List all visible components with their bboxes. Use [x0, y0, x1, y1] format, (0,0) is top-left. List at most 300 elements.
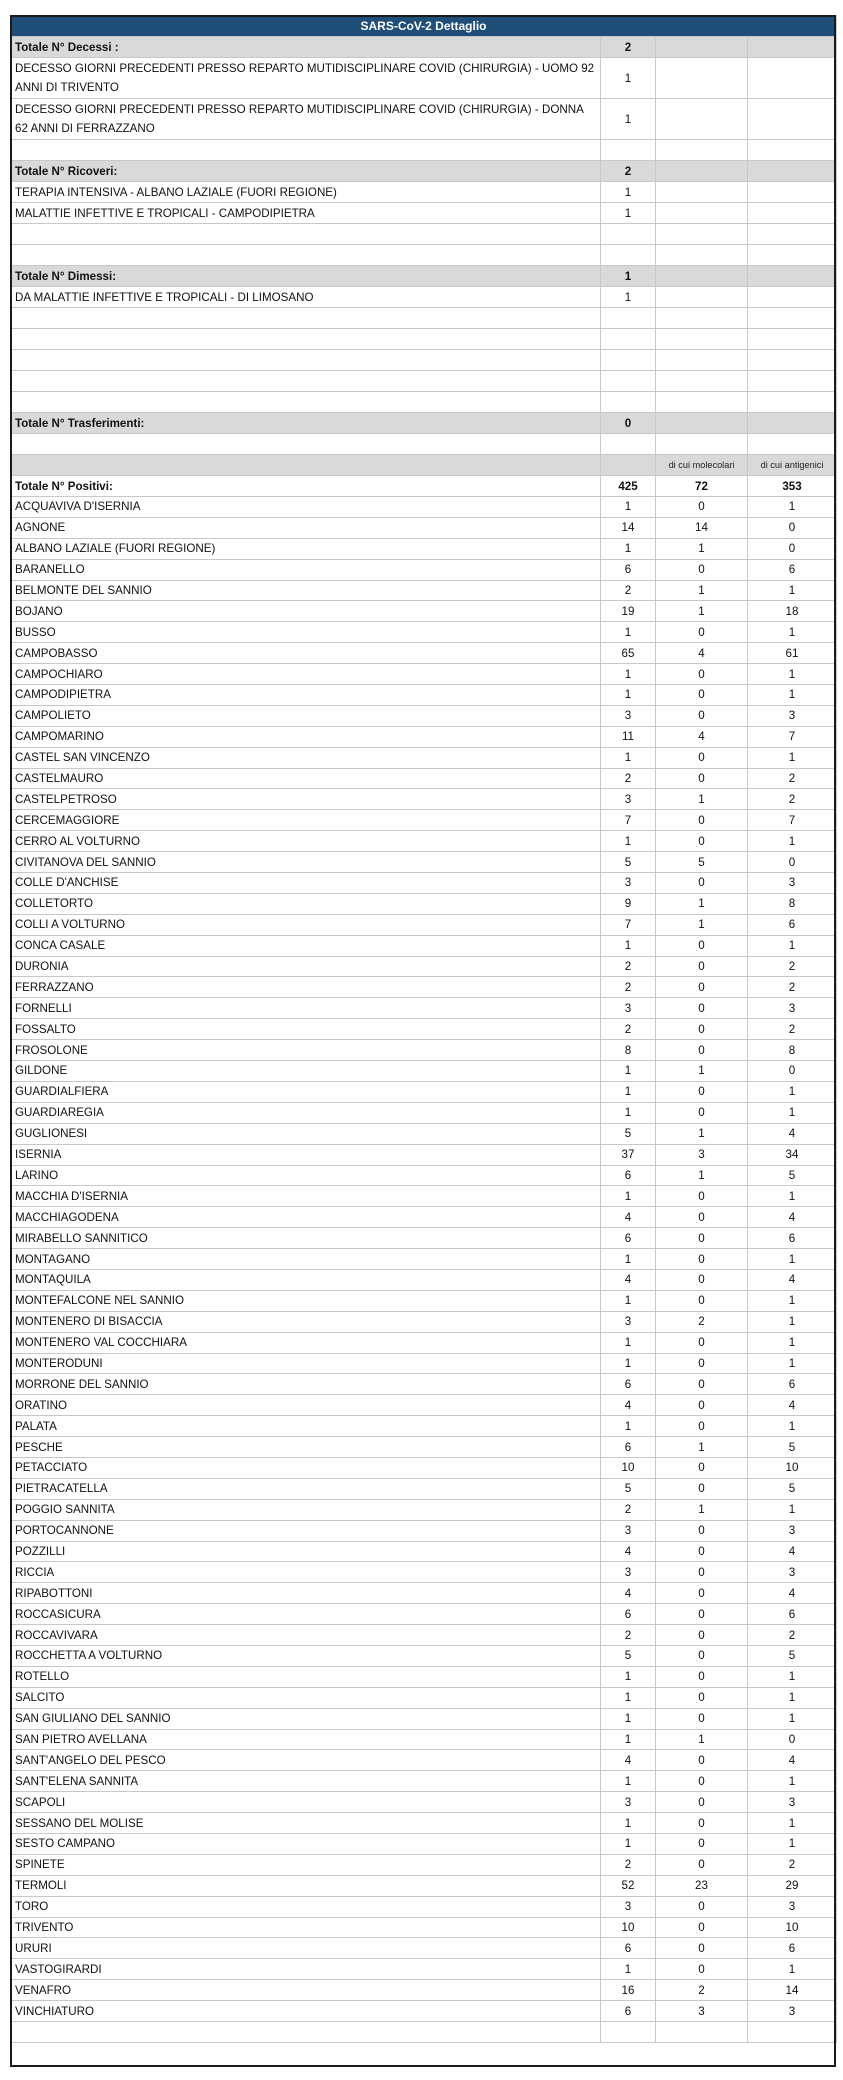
empty-cell: [601, 2022, 656, 2043]
decessi-item-row: [11, 99, 837, 140]
trasferimenti-total-row: [11, 413, 837, 434]
municipality-name: FERRAZZANO: [11, 977, 601, 998]
municipality-antigenici: 18: [748, 601, 837, 622]
municipality-row: [11, 1395, 837, 1416]
municipality-row: [11, 956, 837, 977]
municipality-total: 4: [601, 1750, 656, 1771]
empty-cell: [11, 224, 601, 245]
municipality-total: 3: [601, 1311, 656, 1332]
empty-cell: [748, 413, 837, 434]
municipality-total: 1: [601, 1771, 656, 1792]
municipality-antigenici: 3: [748, 1896, 837, 1917]
empty-cell: [656, 371, 748, 392]
empty-cell: [748, 2022, 837, 2043]
municipality-antigenici: 3: [748, 873, 837, 894]
blank-row: [11, 224, 837, 245]
municipality-name: TERMOLI: [11, 1875, 601, 1896]
municipality-name: ROTELLO: [11, 1666, 601, 1687]
municipality-molecolari: 0: [656, 1813, 748, 1834]
municipality-total: 1: [601, 1834, 656, 1855]
municipality-molecolari: 3: [656, 1144, 748, 1165]
empty-cell: [11, 140, 601, 161]
municipality-antigenici: 0: [748, 517, 837, 538]
municipality-antigenici: 4: [748, 1395, 837, 1416]
municipality-molecolari: 0: [656, 956, 748, 977]
municipality-row: [11, 831, 837, 852]
municipality-total: 14: [601, 517, 656, 538]
municipality-total: 1: [601, 1290, 656, 1311]
municipality-molecolari: 0: [656, 810, 748, 831]
blank-row: [11, 371, 837, 392]
municipality-row: [11, 1854, 837, 1875]
municipality-row: [11, 1980, 837, 2001]
empty-cell: [11, 308, 601, 329]
blank-row: [11, 434, 837, 455]
municipality-name: ALBANO LAZIALE (FUORI REGIONE): [11, 538, 601, 559]
blank-row: [11, 2022, 837, 2043]
municipality-name: SAN PIETRO AVELLANA: [11, 1729, 601, 1750]
municipality-name: RICCIA: [11, 1562, 601, 1583]
municipality-total: 1: [601, 538, 656, 559]
municipality-antigenici: 4: [748, 1207, 837, 1228]
empty-cell: [656, 413, 748, 434]
trasferimenti-total-value: 0: [601, 413, 656, 434]
municipality-row: [11, 1416, 837, 1437]
municipality-molecolari: 0: [656, 622, 748, 643]
municipality-row: [11, 1687, 837, 1708]
municipality-row: [11, 538, 837, 559]
ricoveri-total-value: 2: [601, 161, 656, 182]
municipality-row: [11, 810, 837, 831]
municipality-antigenici: 2: [748, 1625, 837, 1646]
municipality-antigenici: 3: [748, 1792, 837, 1813]
municipality-row: [11, 622, 837, 643]
municipality-row: [11, 1144, 837, 1165]
municipality-antigenici: 14: [748, 1980, 837, 2001]
municipality-molecolari: 0: [656, 1792, 748, 1813]
municipality-row: [11, 747, 837, 768]
empty-cell: [601, 434, 656, 455]
municipality-molecolari: 0: [656, 559, 748, 580]
empty-cell: [748, 203, 837, 224]
municipality-name: ISERNIA: [11, 1144, 601, 1165]
municipality-name: BARANELLO: [11, 559, 601, 580]
municipality-antigenici: 1: [748, 1499, 837, 1520]
municipality-antigenici: 3: [748, 705, 837, 726]
municipality-row: [11, 497, 837, 518]
dimessi-total-label: Totale N° Dimessi:: [11, 266, 601, 287]
municipality-name: MIRABELLO SANNITICO: [11, 1228, 601, 1249]
municipality-antigenici: 8: [748, 1040, 837, 1061]
municipality-molecolari: 5: [656, 852, 748, 873]
municipality-total: 6: [601, 1604, 656, 1625]
data-table-frame: [10, 15, 836, 2067]
municipality-name: PORTOCANNONE: [11, 1520, 601, 1541]
municipality-antigenici: 8: [748, 893, 837, 914]
municipality-molecolari: 1: [656, 1437, 748, 1458]
municipality-total: 1: [601, 622, 656, 643]
municipality-total: 3: [601, 789, 656, 810]
municipality-name: CIVITANOVA DEL SANNIO: [11, 852, 601, 873]
municipality-row: [11, 1437, 837, 1458]
municipality-name: PALATA: [11, 1416, 601, 1437]
municipality-molecolari: 0: [656, 1374, 748, 1395]
municipality-name: MORRONE DEL SANNIO: [11, 1374, 601, 1395]
municipality-molecolari: 4: [656, 643, 748, 664]
municipality-molecolari: 0: [656, 1854, 748, 1875]
municipality-name: ROCCAVIVARA: [11, 1625, 601, 1646]
municipality-name: VENAFRO: [11, 1980, 601, 2001]
municipality-molecolari: 0: [656, 768, 748, 789]
municipality-total: 4: [601, 1583, 656, 1604]
municipality-total: 6: [601, 559, 656, 580]
municipality-antigenici: 3: [748, 2001, 837, 2022]
municipality-molecolari: 0: [656, 705, 748, 726]
municipality-total: 3: [601, 705, 656, 726]
municipality-antigenici: 3: [748, 998, 837, 1019]
municipality-molecolari: 1: [656, 1123, 748, 1144]
municipality-total: 3: [601, 1562, 656, 1583]
municipality-antigenici: 1: [748, 1290, 837, 1311]
municipality-antigenici: 4: [748, 1541, 837, 1562]
dimessi-item-text: DA MALATTIE INFETTIVE E TROPICALI - DI LIMOSANO: [11, 287, 601, 308]
blank-row: [11, 308, 837, 329]
table-title: SARS-CoV-2 Dettaglio: [11, 16, 837, 37]
municipality-name: URURI: [11, 1938, 601, 1959]
municipality-molecolari: 1: [656, 893, 748, 914]
municipality-name: CERRO AL VOLTURNO: [11, 831, 601, 852]
municipality-molecolari: 2: [656, 1311, 748, 1332]
empty-cell: [11, 245, 601, 266]
municipality-row: [11, 1040, 837, 1061]
municipality-name: SAN GIULIANO DEL SANNIO: [11, 1708, 601, 1729]
municipality-row: [11, 1645, 837, 1666]
municipality-name: FORNELLI: [11, 998, 601, 1019]
municipality-name: PETACCIATO: [11, 1457, 601, 1478]
positivi-subheader-row: [11, 455, 837, 476]
municipality-total: 5: [601, 852, 656, 873]
municipality-antigenici: 2: [748, 768, 837, 789]
municipality-row: [11, 1186, 837, 1207]
municipality-row: [11, 705, 837, 726]
empty-cell: [748, 37, 837, 58]
municipality-name: CASTEL SAN VINCENZO: [11, 747, 601, 768]
municipality-total: 2: [601, 1019, 656, 1040]
municipality-antigenici: 1: [748, 664, 837, 685]
municipality-name: BOJANO: [11, 601, 601, 622]
municipality-antigenici: 6: [748, 559, 837, 580]
municipality-row: [11, 1332, 837, 1353]
municipality-name: ROCCHETTA A VOLTURNO: [11, 1645, 601, 1666]
municipality-antigenici: 2: [748, 956, 837, 977]
municipality-name: SANT'ELENA SANNITA: [11, 1771, 601, 1792]
municipality-antigenici: 5: [748, 1478, 837, 1499]
empty-cell: [656, 245, 748, 266]
municipality-molecolari: 0: [656, 1040, 748, 1061]
municipality-molecolari: 0: [656, 1249, 748, 1270]
municipality-antigenici: 1: [748, 1687, 837, 1708]
dimessi-total-row: [11, 266, 837, 287]
municipality-name: AGNONE: [11, 517, 601, 538]
municipality-antigenici: 2: [748, 1019, 837, 1040]
empty-cell: [11, 392, 601, 413]
municipality-molecolari: 0: [656, 1959, 748, 1980]
municipality-total: 3: [601, 1896, 656, 1917]
municipality-antigenici: 1: [748, 935, 837, 956]
municipality-total: 8: [601, 1040, 656, 1061]
municipality-name: COLLI A VOLTURNO: [11, 914, 601, 935]
decessi-item-row: [11, 58, 837, 99]
municipality-antigenici: 5: [748, 1165, 837, 1186]
empty-cell: [656, 161, 748, 182]
municipality-molecolari: 0: [656, 1896, 748, 1917]
municipality-total: 3: [601, 998, 656, 1019]
municipality-row: [11, 1834, 837, 1855]
municipality-molecolari: 0: [656, 1186, 748, 1207]
municipality-antigenici: 29: [748, 1875, 837, 1896]
municipality-antigenici: 4: [748, 1583, 837, 1604]
empty-cell: [601, 455, 656, 476]
title-row: [11, 16, 837, 37]
municipality-row: [11, 1750, 837, 1771]
dimessi-item-row: [11, 287, 837, 308]
municipality-molecolari: 0: [656, 1416, 748, 1437]
blank-row: [11, 245, 837, 266]
empty-cell: [748, 392, 837, 413]
municipality-antigenici: 1: [748, 831, 837, 852]
municipality-molecolari: 1: [656, 914, 748, 935]
municipality-antigenici: 1: [748, 1332, 837, 1353]
empty-cell: [656, 350, 748, 371]
municipality-name: DURONIA: [11, 956, 601, 977]
municipality-total: 52: [601, 1875, 656, 1896]
municipality-name: PIETRACATELLA: [11, 1478, 601, 1499]
municipality-name: PESCHE: [11, 1437, 601, 1458]
municipality-total: 1: [601, 1666, 656, 1687]
municipality-name: GUGLIONESI: [11, 1123, 601, 1144]
municipality-antigenici: 4: [748, 1123, 837, 1144]
municipality-total: 1: [601, 1249, 656, 1270]
empty-cell: [11, 329, 601, 350]
empty-cell: [748, 266, 837, 287]
municipality-name: MACCHIA D'ISERNIA: [11, 1186, 601, 1207]
municipality-row: [11, 685, 837, 706]
empty-cell: [601, 350, 656, 371]
municipality-antigenici: 0: [748, 852, 837, 873]
empty-cell: [748, 99, 837, 140]
municipality-antigenici: 1: [748, 685, 837, 706]
municipality-total: 7: [601, 914, 656, 935]
municipality-total: 9: [601, 893, 656, 914]
municipality-row: [11, 1708, 837, 1729]
decessi-total-value: 2: [601, 37, 656, 58]
municipality-antigenici: 1: [748, 1771, 837, 1792]
municipality-molecolari: 0: [656, 1520, 748, 1541]
municipality-name: CAMPOBASSO: [11, 643, 601, 664]
municipality-antigenici: 5: [748, 1645, 837, 1666]
positivi-total-label: Totale N° Positivi:: [11, 476, 601, 497]
municipality-name: MONTENERO DI BISACCIA: [11, 1311, 601, 1332]
municipality-name: ORATINO: [11, 1395, 601, 1416]
ricoveri-item-text: MALATTIE INFETTIVE E TROPICALI - CAMPODIPIETRA: [11, 203, 601, 224]
municipality-name: VINCHIATURO: [11, 2001, 601, 2022]
positivi-total-row: [11, 476, 837, 497]
municipality-total: 1: [601, 1081, 656, 1102]
municipality-row: [11, 1123, 837, 1144]
empty-cell: [656, 434, 748, 455]
empty-cell: [656, 224, 748, 245]
municipality-antigenici: 0: [748, 538, 837, 559]
municipality-molecolari: 4: [656, 726, 748, 747]
municipality-total: 1: [601, 1729, 656, 1750]
decessi-total-label: Totale N° Decessi :: [11, 37, 601, 58]
municipality-row: [11, 580, 837, 601]
decessi-item-value: 1: [601, 99, 656, 140]
empty-cell: [11, 2022, 601, 2043]
municipality-antigenici: 1: [748, 1666, 837, 1687]
municipality-antigenici: 0: [748, 1061, 837, 1082]
municipality-name: VASTOGIRARDI: [11, 1959, 601, 1980]
municipality-antigenici: 7: [748, 726, 837, 747]
municipality-total: 3: [601, 1520, 656, 1541]
municipality-antigenici: 1: [748, 747, 837, 768]
municipality-total: 4: [601, 1207, 656, 1228]
municipality-row: [11, 977, 837, 998]
municipality-total: 1: [601, 831, 656, 852]
municipality-molecolari: 0: [656, 1917, 748, 1938]
ricoveri-item-value: 1: [601, 203, 656, 224]
municipality-antigenici: 6: [748, 1604, 837, 1625]
municipality-molecolari: 0: [656, 1081, 748, 1102]
blank-row: [11, 140, 837, 161]
municipality-molecolari: 0: [656, 1750, 748, 1771]
municipality-antigenici: 1: [748, 1834, 837, 1855]
blank-row: [11, 350, 837, 371]
empty-cell: [748, 371, 837, 392]
municipality-total: 1: [601, 1332, 656, 1353]
municipality-molecolari: 0: [656, 685, 748, 706]
municipality-antigenici: 1: [748, 1416, 837, 1437]
municipality-total: 1: [601, 1102, 656, 1123]
municipality-molecolari: 0: [656, 977, 748, 998]
municipality-total: 1: [601, 1186, 656, 1207]
municipality-name: SALCITO: [11, 1687, 601, 1708]
municipality-total: 16: [601, 1980, 656, 2001]
municipality-molecolari: 1: [656, 789, 748, 810]
municipality-total: 2: [601, 1625, 656, 1646]
municipality-row: [11, 1583, 837, 1604]
municipality-molecolari: 0: [656, 1228, 748, 1249]
municipality-total: 1: [601, 1353, 656, 1374]
municipality-antigenici: 1: [748, 1959, 837, 1980]
municipality-name: MACCHIAGODENA: [11, 1207, 601, 1228]
municipality-molecolari: 0: [656, 664, 748, 685]
municipality-name: CAMPODIPIETRA: [11, 685, 601, 706]
municipality-row: [11, 1666, 837, 1687]
municipality-molecolari: 0: [656, 747, 748, 768]
municipality-row: [11, 1019, 837, 1040]
municipality-name: ACQUAVIVA D'ISERNIA: [11, 497, 601, 518]
municipality-row: [11, 2001, 837, 2022]
municipality-total: 1: [601, 1708, 656, 1729]
municipality-total: 1: [601, 1813, 656, 1834]
municipality-row: [11, 1541, 837, 1562]
empty-cell: [656, 99, 748, 140]
municipality-molecolari: 0: [656, 1834, 748, 1855]
empty-cell: [748, 224, 837, 245]
municipality-name: GILDONE: [11, 1061, 601, 1082]
empty-cell: [656, 266, 748, 287]
dimessi-total-value: 1: [601, 266, 656, 287]
municipality-row: [11, 1625, 837, 1646]
municipality-name: CAMPOLIETO: [11, 705, 601, 726]
municipality-molecolari: 0: [656, 1938, 748, 1959]
empty-cell: [748, 140, 837, 161]
municipality-total: 10: [601, 1457, 656, 1478]
municipality-antigenici: 6: [748, 914, 837, 935]
municipality-row: [11, 1081, 837, 1102]
municipality-row: [11, 601, 837, 622]
municipality-antigenici: 6: [748, 1374, 837, 1395]
ricoveri-item-row: [11, 203, 837, 224]
municipality-name: CONCA CASALE: [11, 935, 601, 956]
municipality-antigenici: 4: [748, 1269, 837, 1290]
municipality-row: [11, 852, 837, 873]
municipality-antigenici: 1: [748, 1813, 837, 1834]
municipality-row: [11, 873, 837, 894]
municipality-name: GUARDIAREGIA: [11, 1102, 601, 1123]
municipality-molecolari: 0: [656, 1478, 748, 1499]
municipality-molecolari: 0: [656, 998, 748, 1019]
municipality-molecolari: 0: [656, 1645, 748, 1666]
municipality-row: [11, 789, 837, 810]
municipality-name: MONTENERO VAL COCCHIARA: [11, 1332, 601, 1353]
municipality-row: [11, 1499, 837, 1520]
municipality-row: [11, 1520, 837, 1541]
municipality-name: CAMPOCHIARO: [11, 664, 601, 685]
empty-cell: [11, 434, 601, 455]
sars-cov-2-detail-table: [10, 15, 837, 2043]
municipality-molecolari: 0: [656, 1457, 748, 1478]
municipality-total: 6: [601, 2001, 656, 2022]
municipality-total: 5: [601, 1123, 656, 1144]
municipality-name: SPINETE: [11, 1854, 601, 1875]
municipality-antigenici: 34: [748, 1144, 837, 1165]
municipality-total: 7: [601, 810, 656, 831]
municipality-antigenici: 1: [748, 1186, 837, 1207]
municipality-molecolari: 0: [656, 497, 748, 518]
empty-cell: [656, 58, 748, 99]
municipality-name: MONTERODUNI: [11, 1353, 601, 1374]
municipality-total: 65: [601, 643, 656, 664]
municipality-total: 1: [601, 1687, 656, 1708]
municipality-molecolari: 14: [656, 517, 748, 538]
empty-cell: [748, 308, 837, 329]
empty-cell: [748, 182, 837, 203]
decessi-total-row: [11, 37, 837, 58]
municipality-name: POZZILLI: [11, 1541, 601, 1562]
municipality-name: ROCCASICURA: [11, 1604, 601, 1625]
municipality-name: SCAPOLI: [11, 1792, 601, 1813]
municipality-molecolari: 0: [656, 1102, 748, 1123]
empty-cell: [11, 350, 601, 371]
municipality-total: 1: [601, 747, 656, 768]
municipality-total: 2: [601, 1499, 656, 1520]
empty-cell: [11, 371, 601, 392]
empty-cell: [748, 350, 837, 371]
municipality-antigenici: 61: [748, 643, 837, 664]
municipality-row: [11, 1311, 837, 1332]
